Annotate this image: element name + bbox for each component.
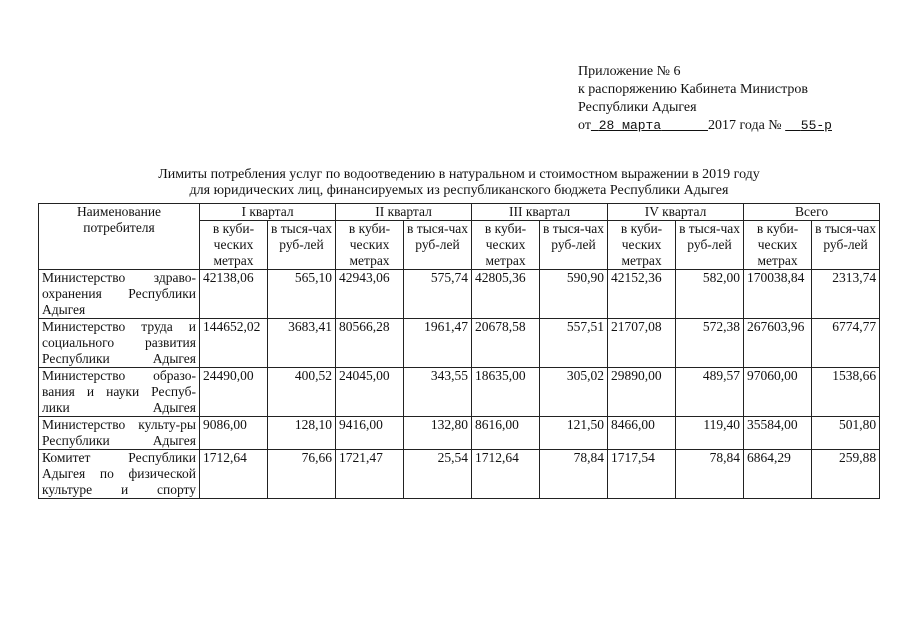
quarter-4-header: IV квартал bbox=[608, 204, 744, 221]
cost-cell: 501,80 bbox=[812, 417, 880, 450]
volume-cell: 18635,00 bbox=[472, 368, 540, 417]
unit-volume-header: в куби-ческих метрах bbox=[200, 221, 268, 270]
cost-cell: 78,84 bbox=[540, 450, 608, 499]
volume-cell: 97060,00 bbox=[744, 368, 812, 417]
year-text: 2017 года № bbox=[707, 118, 782, 133]
appendix-number: Приложение № 6 bbox=[578, 64, 681, 79]
cost-cell: 78,84 bbox=[676, 450, 744, 499]
cost-cell: 582,00 bbox=[676, 270, 744, 319]
cost-cell: 572,38 bbox=[676, 319, 744, 368]
unit-cost-header: в тыся-чах руб-лей bbox=[676, 221, 744, 270]
cost-cell: 6774,77 bbox=[812, 319, 880, 368]
volume-cell: 1712,64 bbox=[200, 450, 268, 499]
cost-cell: 400,52 bbox=[268, 368, 336, 417]
unit-cost-header: в тыся-чах руб-лей bbox=[540, 221, 608, 270]
table-row bbox=[39, 270, 880, 319]
unit-volume-header: в куби-ческих метрах bbox=[336, 221, 404, 270]
table-row bbox=[39, 368, 880, 417]
cost-cell: 489,57 bbox=[676, 368, 744, 417]
unit-cost-header: в тыся-чах руб-лей bbox=[404, 221, 472, 270]
order-number: 55-р bbox=[800, 118, 832, 133]
cost-cell: 25,54 bbox=[404, 450, 472, 499]
volume-cell: 20678,58 bbox=[472, 319, 540, 368]
volume-cell: 42805,36 bbox=[472, 270, 540, 319]
volume-cell: 42152,36 bbox=[608, 270, 676, 319]
volume-cell: 42138,06 bbox=[200, 270, 268, 319]
cost-cell: 132,80 bbox=[404, 417, 472, 450]
consumer-name-cell: Министерство образо-вания и науки Респуб-лики Адыгея bbox=[39, 368, 200, 417]
quarter-3-header: III квартал bbox=[472, 204, 608, 221]
appendix-date-line bbox=[578, 117, 832, 135]
title-line-2: для юридических лиц, финансируемых из республиканского бюджета Республики Адыгея bbox=[189, 183, 729, 198]
volume-cell: 1717,54 bbox=[608, 450, 676, 499]
unit-volume-header: в куби-ческих метрах bbox=[608, 221, 676, 270]
quarter-1-header: I квартал bbox=[200, 204, 336, 221]
cost-cell: 1961,47 bbox=[404, 319, 472, 368]
consumer-name-cell: Министерство культу-ры Республики Адыгея bbox=[39, 417, 200, 450]
volume-cell: 42943,06 bbox=[336, 270, 404, 319]
date-value: 28 марта bbox=[598, 118, 662, 133]
table-row bbox=[39, 450, 880, 499]
volume-cell: 267603,96 bbox=[744, 319, 812, 368]
cost-cell: 343,55 bbox=[404, 368, 472, 417]
cost-cell: 259,88 bbox=[812, 450, 880, 499]
volume-cell: 24045,00 bbox=[336, 368, 404, 417]
unit-cost-header: в тыся-чах руб-лей bbox=[268, 221, 336, 270]
cost-cell: 565,10 bbox=[268, 270, 336, 319]
cost-cell: 2313,74 bbox=[812, 270, 880, 319]
volume-cell: 35584,00 bbox=[744, 417, 812, 450]
table-row bbox=[39, 319, 880, 368]
appendix-header bbox=[578, 63, 832, 135]
table-row bbox=[39, 417, 880, 450]
date-prefix: от bbox=[578, 118, 591, 133]
cost-cell: 128,10 bbox=[268, 417, 336, 450]
cost-cell: 557,51 bbox=[540, 319, 608, 368]
unit-volume-header: в куби-ческих метрах bbox=[744, 221, 812, 270]
consumer-name-cell: Министерство труда и социального развития Республики Адыгея bbox=[39, 319, 200, 368]
total-header: Всего bbox=[744, 204, 880, 221]
volume-cell: 6864,29 bbox=[744, 450, 812, 499]
appendix-republic: Республики Адыгея bbox=[578, 100, 697, 115]
consumer-name-header: Наименование потребителя bbox=[39, 204, 200, 270]
consumer-name-cell: Комитет Республики Адыгея по физической культуре и спорту bbox=[39, 450, 200, 499]
volume-cell: 21707,08 bbox=[608, 319, 676, 368]
volume-cell: 1712,64 bbox=[472, 450, 540, 499]
volume-cell: 170038,84 bbox=[744, 270, 812, 319]
unit-volume-header: в куби-ческих метрах bbox=[472, 221, 540, 270]
volume-cell: 24490,00 bbox=[200, 368, 268, 417]
quarter-2-header: II квартал bbox=[336, 204, 472, 221]
cost-cell: 575,74 bbox=[404, 270, 472, 319]
volume-cell: 8616,00 bbox=[472, 417, 540, 450]
volume-cell: 80566,28 bbox=[336, 319, 404, 368]
volume-cell: 8466,00 bbox=[608, 417, 676, 450]
unit-cost-header: в тыся-чах руб-лей bbox=[812, 221, 880, 270]
cost-cell: 121,50 bbox=[540, 417, 608, 450]
consumer-name-cell: Министерство здраво-охранения Республики Адыгея bbox=[39, 270, 200, 319]
volume-cell: 29890,00 bbox=[608, 368, 676, 417]
volume-cell: 144652,02 bbox=[200, 319, 268, 368]
cost-cell: 3683,41 bbox=[268, 319, 336, 368]
header-row-quarters bbox=[39, 204, 880, 221]
volume-cell: 9416,00 bbox=[336, 417, 404, 450]
cost-cell: 1538,66 bbox=[812, 368, 880, 417]
limits-table bbox=[38, 203, 880, 499]
cost-cell: 119,40 bbox=[676, 417, 744, 450]
cost-cell: 305,02 bbox=[540, 368, 608, 417]
document-title bbox=[40, 167, 878, 199]
limits-table-body bbox=[39, 270, 880, 499]
title-line-1: Лимиты потребления услуг по водоотведению в натуральном и стоимостном выражении в 2019 году bbox=[158, 167, 760, 182]
cost-cell: 76,66 bbox=[268, 450, 336, 499]
cost-cell: 590,90 bbox=[540, 270, 608, 319]
volume-cell: 1721,47 bbox=[336, 450, 404, 499]
volume-cell: 9086,00 bbox=[200, 417, 268, 450]
appendix-reference: к распоряжению Кабинета Министров bbox=[578, 82, 809, 97]
